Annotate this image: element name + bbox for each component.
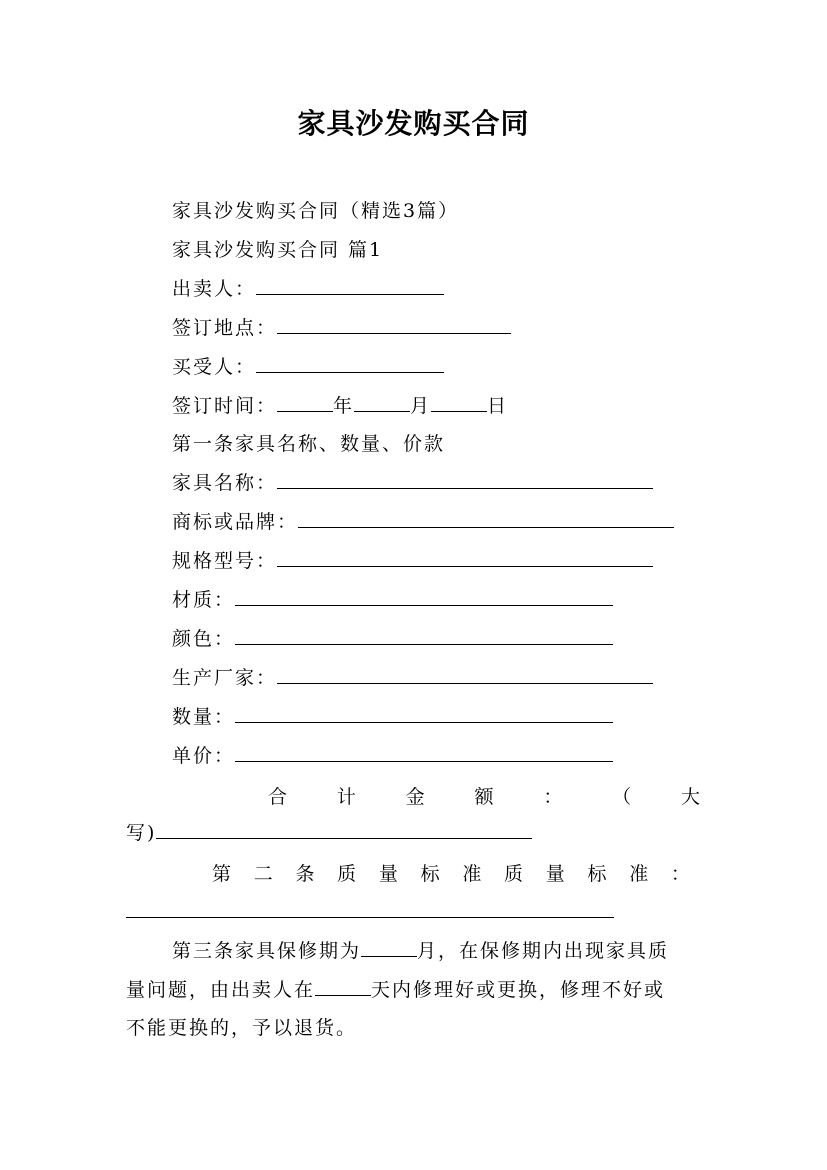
- maker-label: 生产厂家：: [172, 667, 278, 689]
- article3-text: 月，在保修期内出现家具质: [417, 940, 670, 962]
- color-line: [172, 626, 613, 652]
- article2-char: 二: [253, 863, 273, 885]
- article2-char: 质: [337, 863, 357, 885]
- brand-line: [172, 509, 674, 535]
- total-char: 大: [680, 786, 700, 808]
- total-char: （: [612, 786, 632, 808]
- color-label: 颜色：: [172, 628, 236, 650]
- part-heading: 家具沙发购买合同 篇1: [172, 239, 384, 261]
- seller-line: [172, 276, 444, 302]
- article2-char: 质: [504, 863, 524, 885]
- subtitle: 家具沙发购买合同（精选3篇）: [172, 200, 460, 222]
- sign-place-label: 签订地点：: [172, 317, 278, 339]
- article2-char: 第: [212, 863, 232, 885]
- month-label: 月: [410, 395, 432, 417]
- article3-text: 第三条家具保修期为: [172, 940, 362, 962]
- seller-blank[interactable]: [256, 276, 444, 295]
- spec-blank[interactable]: [277, 548, 653, 567]
- total-char: 额: [474, 786, 494, 808]
- article2-char: 准: [462, 863, 482, 885]
- article2-char: 准: [629, 863, 649, 885]
- price-blank[interactable]: [235, 743, 613, 762]
- article2-char: 条: [295, 863, 315, 885]
- buyer-blank[interactable]: [256, 354, 444, 373]
- name-label: 家具名称：: [172, 472, 278, 494]
- sign-time-line: [172, 393, 508, 419]
- document-title: 家具沙发购买合同: [297, 107, 530, 140]
- material-line: [172, 587, 613, 613]
- total-char: 合: [268, 786, 288, 808]
- sign-time-label: 签订时间：: [172, 395, 278, 417]
- year-blank[interactable]: [277, 393, 333, 412]
- article2-char: 量: [378, 863, 398, 885]
- article1-heading: 第一条家具名称、数量、价款: [172, 433, 446, 455]
- total-amount-blank[interactable]: [156, 820, 532, 839]
- name-blank[interactable]: [277, 470, 653, 489]
- spec-label: 规格型号：: [172, 550, 278, 572]
- article3-text: 天内修理好或更换，修理不好或: [371, 978, 666, 1001]
- price-label: 单价：: [172, 745, 236, 767]
- article2-char: 标: [587, 863, 607, 885]
- day-label: 日: [487, 395, 509, 417]
- total-amount-row: [268, 782, 700, 809]
- total-char: ：: [543, 786, 563, 808]
- spec-line: [172, 548, 653, 574]
- sign-place-line: [172, 315, 511, 341]
- price-line: [172, 743, 613, 769]
- brand-blank[interactable]: [298, 509, 674, 528]
- maker-blank[interactable]: [277, 665, 653, 684]
- article2-row: [212, 859, 690, 886]
- brand-label: 商标或品牌：: [172, 511, 299, 533]
- article3-text: 量问题，由出卖人在: [126, 978, 316, 1001]
- qty-label: 数量：: [172, 706, 236, 728]
- material-label: 材质：: [172, 589, 236, 611]
- article2-char: 量: [545, 863, 565, 885]
- warranty-months-blank[interactable]: [361, 938, 417, 957]
- month-blank[interactable]: [354, 393, 410, 412]
- material-blank[interactable]: [235, 587, 613, 606]
- total-char: 计: [336, 786, 356, 808]
- maker-line: [172, 665, 653, 691]
- article2-blank[interactable]: [126, 917, 614, 918]
- day-blank[interactable]: [431, 393, 487, 412]
- sign-place-blank[interactable]: [277, 315, 511, 334]
- name-line: [172, 470, 653, 496]
- article3-paragraph: [126, 932, 702, 1048]
- year-label: 年: [333, 395, 355, 417]
- total-char: 金: [405, 786, 425, 808]
- article2-char: 标: [420, 863, 440, 885]
- buyer-label: 买受人：: [172, 356, 257, 378]
- color-blank[interactable]: [235, 626, 613, 645]
- total-amount-cont: [126, 820, 532, 846]
- article3-text: 不能更换的，予以退货。: [126, 1017, 358, 1039]
- buyer-line: [172, 354, 444, 380]
- article2-char: ：: [670, 863, 690, 885]
- seller-label: 出卖人：: [172, 278, 257, 300]
- qty-line: [172, 704, 613, 730]
- qty-blank[interactable]: [235, 704, 613, 723]
- total-cont-label: 写): [126, 822, 157, 844]
- repair-days-blank[interactable]: [315, 977, 371, 996]
